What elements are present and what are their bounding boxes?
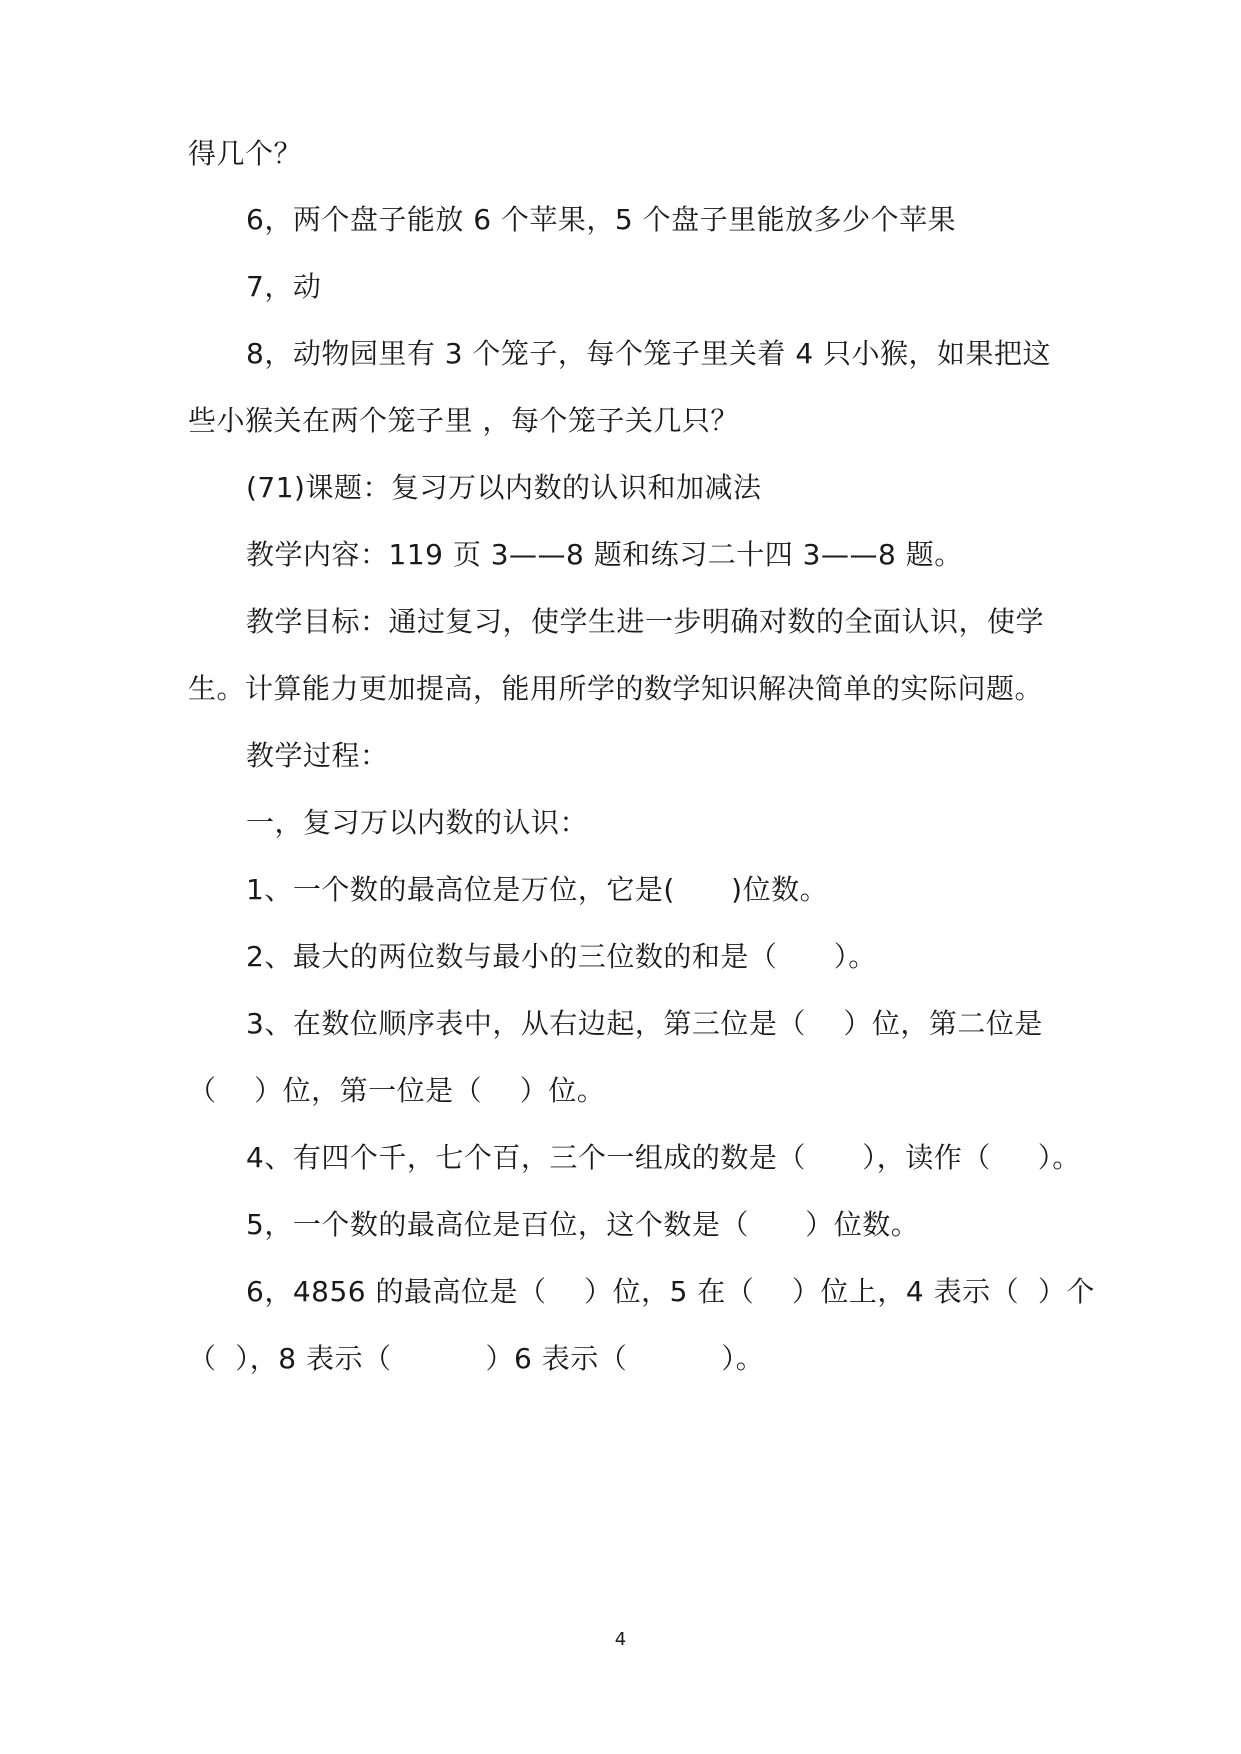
question-4: 4、有四个千，七个百，三个一组成的数是（ ），读作（ ）。: [246, 1141, 1081, 1174]
text-line-5: 些小猴关在两个笼子里 ，每个笼子关几只？: [188, 404, 739, 437]
lesson-title: (71)课题：复习万以内数的认识和加减法: [246, 471, 762, 504]
teaching-process-heading: 教学过程：: [246, 739, 389, 772]
text-line-4: 8，动物园里有 3 个笼子，每个笼子里关着 4 只小猴，如果把这: [246, 337, 1052, 370]
teaching-goal-line-1: 教学目标：通过复习，使学生进一步明确对数的全面认识，使学: [246, 605, 1045, 638]
teaching-content: 教学内容：119 页 3——8 题和练习二十四 3——8 题。: [246, 538, 963, 571]
text-line-1: 得几个？: [188, 137, 303, 170]
section-heading-1: 一，复习万以内数的认识：: [246, 806, 589, 839]
question-3-line-2: （ ）位，第一位是（ ）位。: [188, 1074, 606, 1107]
question-5: 5，一个数的最高位是百位，这个数是（ ）位数。: [246, 1208, 920, 1241]
question-1: 1、一个数的最高位是万位，它是( )位数。: [246, 873, 829, 906]
text-line-3: 7，动: [246, 270, 322, 303]
teaching-goal-line-2: 生。计算能力更加提高，能用所学的数学知识解决简单的实际问题。: [188, 672, 1044, 705]
question-2: 2、最大的两位数与最小的三位数的和是（ ）。: [246, 940, 877, 973]
question-3-line-1: 3、在数位顺序表中，从右边起，第三位是（ ）位，第二位是: [246, 1007, 1043, 1040]
page-number: 4: [614, 1629, 627, 1650]
question-6-line-2: （ ），8 表示（ ）6 表示（ ）。: [188, 1342, 765, 1375]
text-line-2: 6，两个盘子能放 6 个苹果，5 个盘子里能放多少个苹果: [246, 203, 957, 236]
question-6-line-1: 6，4856 的最高位是（ ）位，5 在（ ）位上，4 表示（ ）个: [246, 1275, 1095, 1308]
